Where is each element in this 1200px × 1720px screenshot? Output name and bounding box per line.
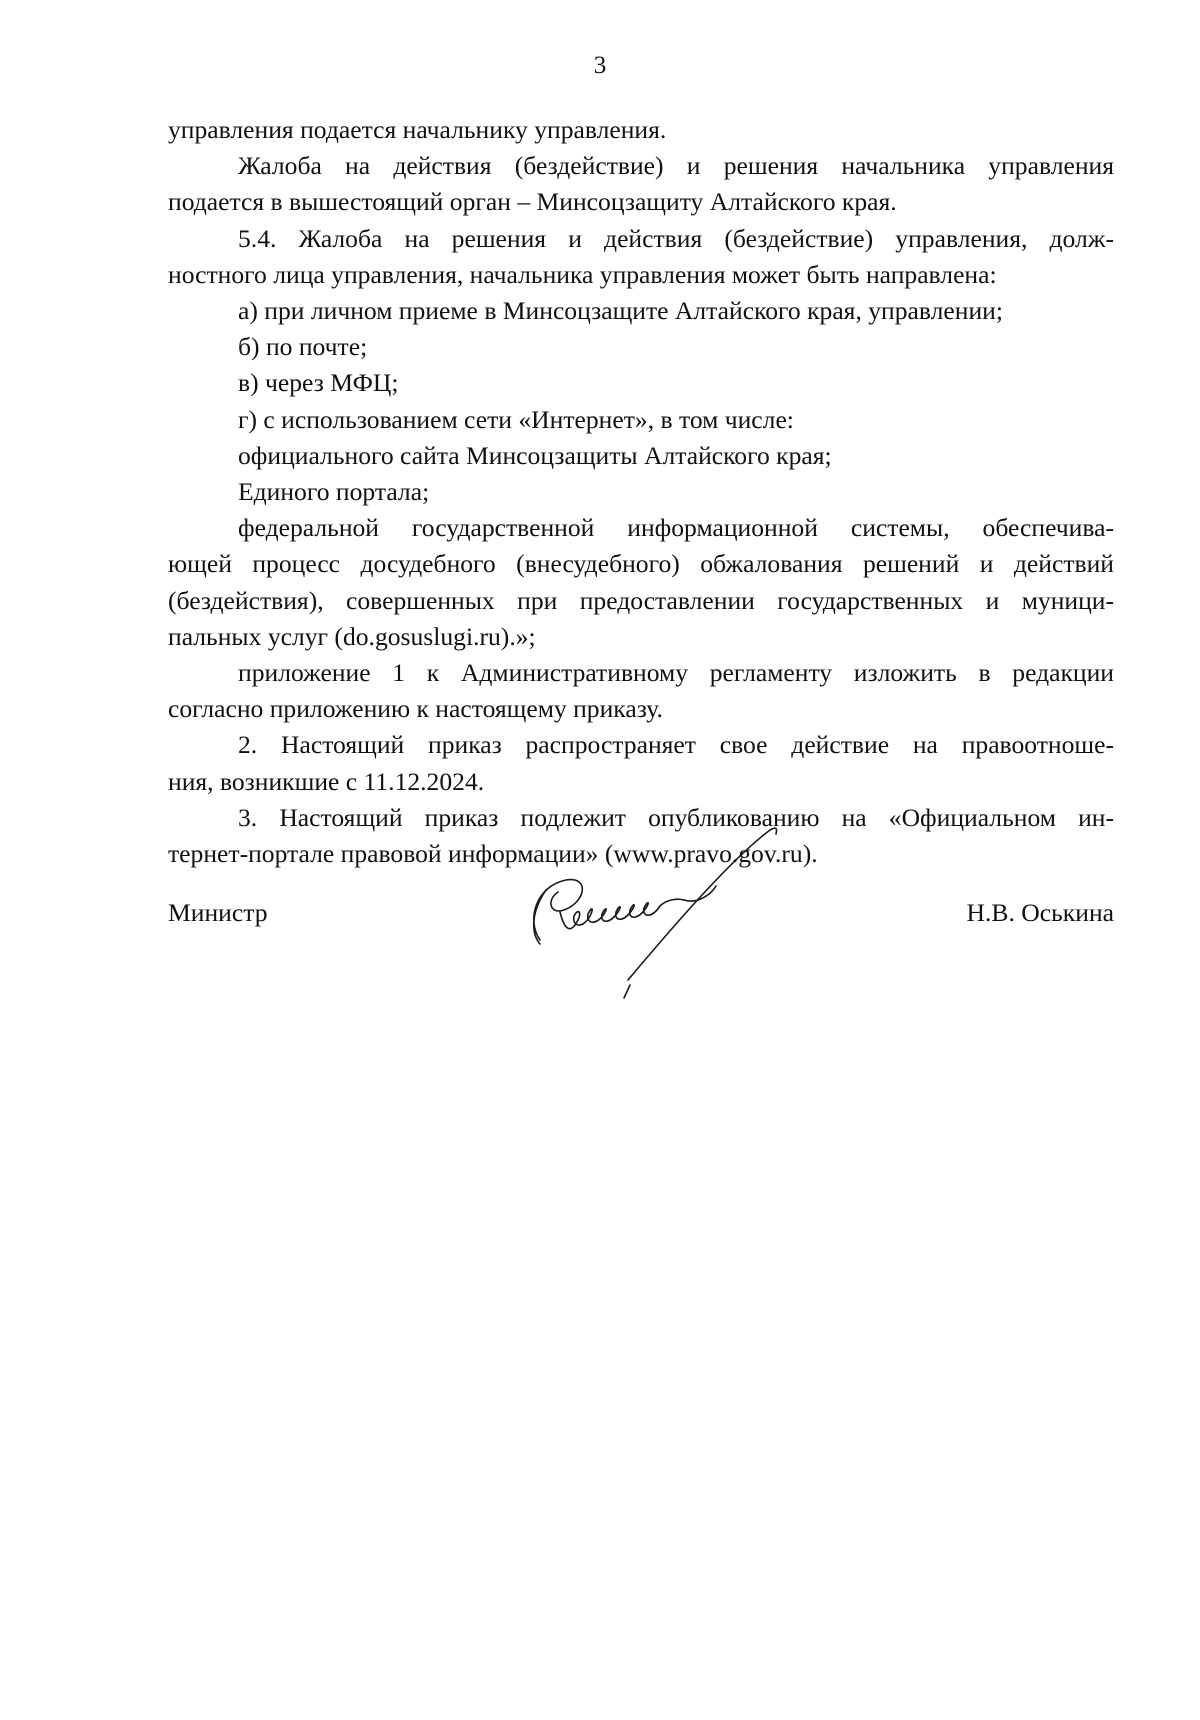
paragraph bbox=[168, 365, 1114, 401]
signatory-name: Н.В. Оськина bbox=[966, 898, 1114, 927]
paragraph bbox=[168, 727, 1114, 799]
text-line: пальных услуг (do.gosuslugi.ru).»; bbox=[168, 621, 536, 651]
paragraph bbox=[168, 510, 1114, 655]
text-line: 3. Настоящий приказ подлежит опубликованию на «Официальном ин- bbox=[238, 802, 1114, 832]
text-line: а) при личном приеме в Минсоцзащите Алтайского края, управлении; bbox=[238, 296, 1003, 326]
page-number: 3 bbox=[593, 52, 607, 79]
text-line: управления подается начальнику управления. bbox=[168, 115, 667, 144]
paragraph bbox=[168, 293, 1114, 329]
text-line: 2. Настоящий приказ распространяет свое действие на правоотноше- bbox=[238, 730, 1114, 760]
text-line: (бездействия), совершенных при предоставлении государственных и муници- bbox=[168, 585, 1114, 615]
text-line: 5.4. Жалоба на решения и действия (бездействие) управления, долж- bbox=[238, 223, 1114, 253]
paragraph bbox=[168, 438, 1114, 474]
paragraph bbox=[168, 655, 1114, 727]
signatory-position: Министр bbox=[168, 898, 268, 927]
text-line: тернет-портале правовой информации» (www.pravo.gov.ru). bbox=[168, 839, 818, 869]
paragraph bbox=[168, 148, 1114, 220]
text-line: г) с использованием сети «Интернет», в том числе: bbox=[238, 404, 794, 434]
text-line: официального сайта Минсоцзащиты Алтайского края; bbox=[238, 440, 832, 470]
document-body bbox=[168, 112, 1114, 872]
paragraph bbox=[168, 221, 1114, 293]
paragraph bbox=[168, 329, 1114, 365]
text-line: согласно приложению к настоящему приказу. bbox=[168, 694, 663, 724]
text-line: федеральной государственной информационной системы, обеспечива- bbox=[238, 513, 1114, 543]
text-line: ющей процесс досудебного (внесудебного) обжалования решений и действий bbox=[168, 549, 1114, 579]
text-line: ния, возникшие с 11.12.2024. bbox=[168, 766, 485, 796]
text-line: Жалоба на действия (бездействие) и решения начальника управления bbox=[238, 151, 1114, 181]
text-line: в) через МФЦ; bbox=[238, 368, 399, 398]
text-line: Единого портала; bbox=[238, 477, 430, 507]
text-line: б) по почте; bbox=[238, 332, 368, 362]
text-line: приложение 1 к Административному регламенту изложить в редакции bbox=[238, 658, 1114, 688]
paragraph bbox=[168, 474, 1114, 510]
paragraph bbox=[168, 402, 1114, 438]
paragraph bbox=[168, 112, 1114, 148]
text-line: ностного лица управления, начальника управления может быть направлена: bbox=[168, 259, 997, 289]
text-line: подается в вышестоящий орган – Минсоцзащиту Алтайского края. bbox=[168, 187, 897, 217]
handwritten-signature bbox=[520, 820, 840, 1010]
